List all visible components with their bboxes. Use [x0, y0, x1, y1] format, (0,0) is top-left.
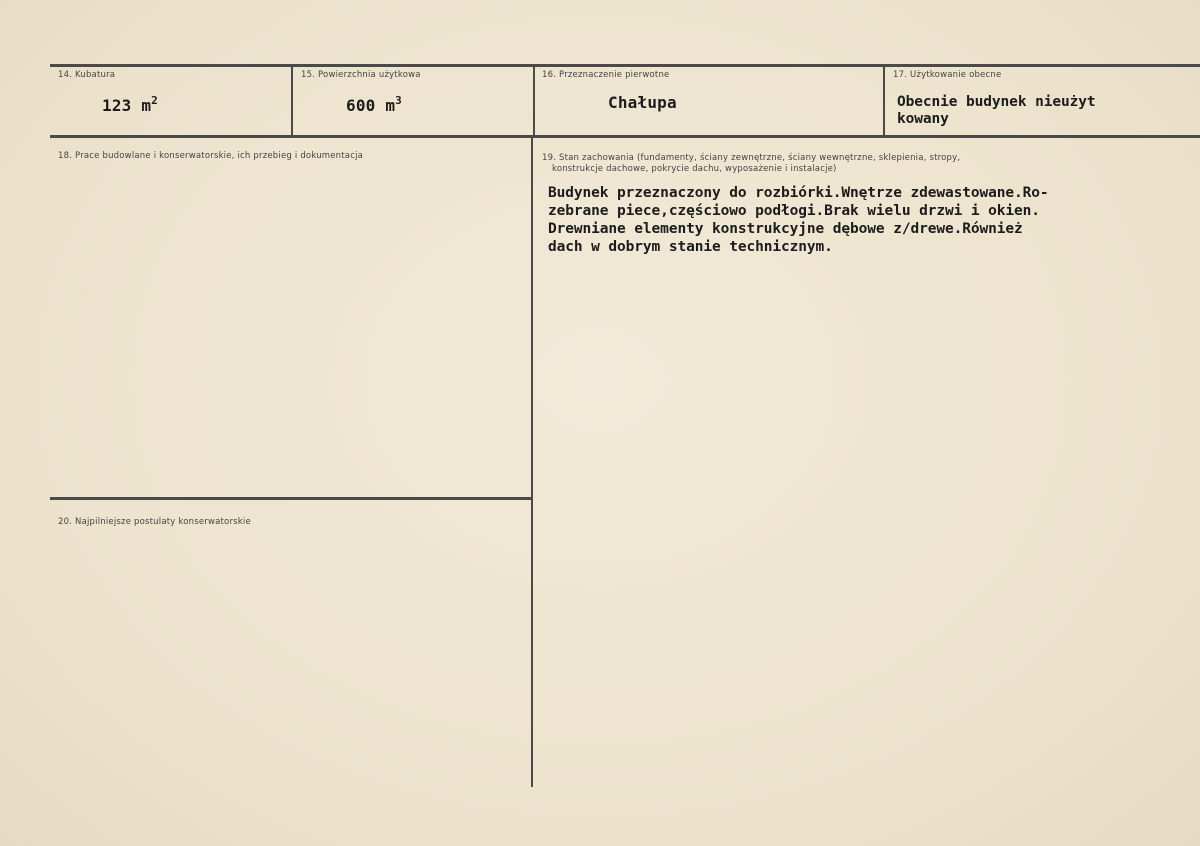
field-16-value: Chałupa [608, 93, 677, 112]
field-14-value [102, 96, 158, 115]
field-17-value-line-2: kowany [897, 111, 949, 127]
row1-bottom-rule [50, 135, 1200, 138]
field-17-label: 17. Użytkowanie obecne [893, 70, 1002, 80]
field-14-label: 14. Kubatura [58, 70, 116, 80]
field-15-value-sup: 3 [395, 94, 402, 107]
field-15-value [346, 96, 402, 115]
field-19-label-line-2: konstrukcje dachowe, pokrycie dachu, wyposażenie i instalacje) [552, 164, 837, 174]
top-rule [50, 64, 1200, 67]
field-16-label: 16. Przeznaczenie pierwotne [542, 70, 670, 80]
field-14-value-text: 123 m [102, 96, 152, 115]
field-19-label-line-1: 19. Stan zachowania (fundamenty, ściany zewnętrzne, ściany wewnętrzne, sklepienia, stropy, [542, 153, 961, 163]
field-20-top-rule [50, 497, 532, 500]
divider-16-17 [883, 66, 885, 136]
field-14-value-sup: 2 [151, 94, 158, 107]
divider-main-column [531, 137, 533, 787]
field-18-label: 18. Prace budowlane i konserwatorskie, ich przebieg i dokumentacja [58, 151, 364, 161]
field-15-value-text: 600 m [346, 96, 396, 115]
field-19-value-line-2: zebrane piece,częściowo podłogi.Brak wielu drzwi i okien. [548, 203, 1040, 219]
field-19-value-line-4: dach w dobrym stanie technicznym. [548, 239, 833, 255]
divider-15-16 [533, 66, 535, 136]
field-20-label: 20. Najpilniejsze postulaty konserwatorskie [58, 517, 251, 527]
divider-14-15 [291, 66, 293, 136]
field-19-value-line-1: Budynek przeznaczony do rozbiórki.Wnętrze zdewastowane.Ro- [548, 185, 1049, 201]
field-15-label: 15. Powierzchnia użytkowa [301, 70, 421, 80]
field-19-value-line-3: Drewniane elementy konstrukcyjne dębowe z/drewe.Również [548, 221, 1023, 237]
field-17-value-line-1: Obecnie budynek nieużyt [897, 94, 1096, 110]
